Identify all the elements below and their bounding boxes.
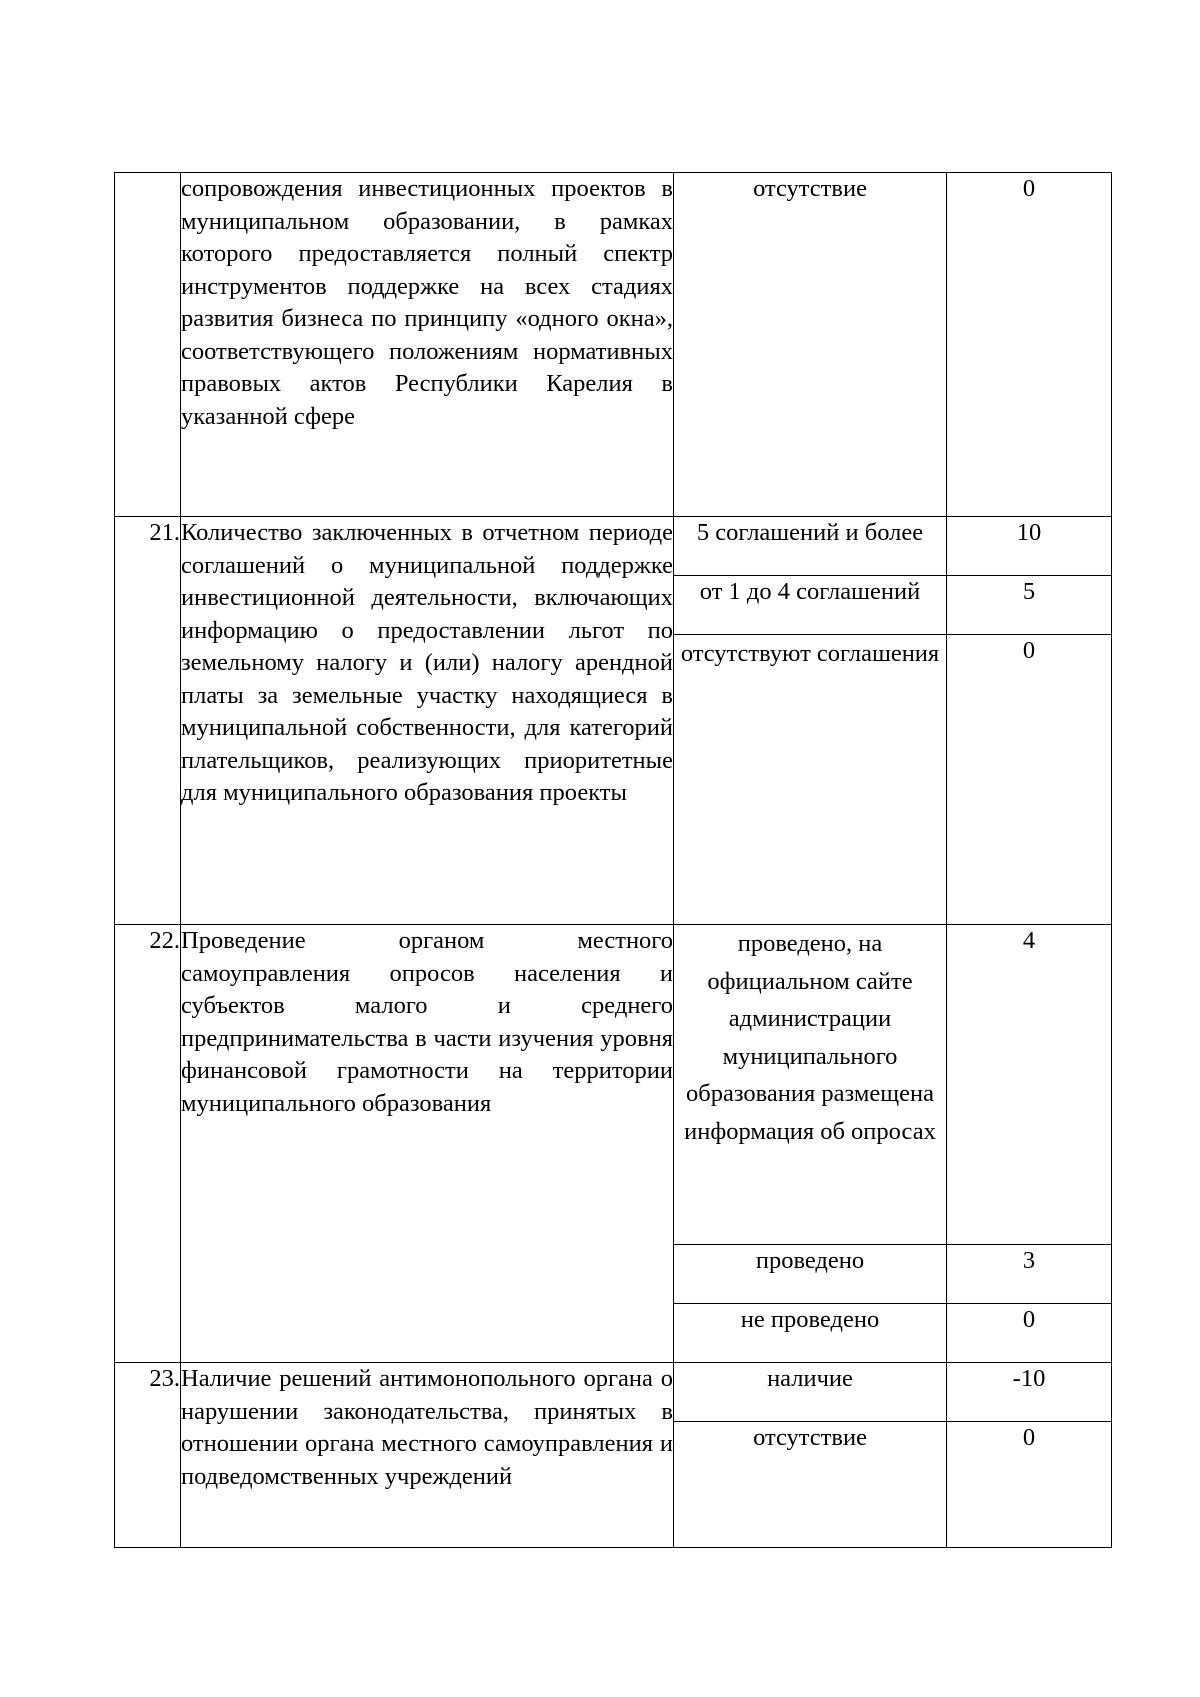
condition-cell: проведено, на официальном сайте администрации муниципального образования размещена информация об опросах <box>674 925 947 1245</box>
table-row <box>115 925 1112 1245</box>
row-number <box>115 173 181 517</box>
criterion-description: Проведение органом местного самоуправления опросов населения и субъектов малого и среднего предпринимательства в части изучения уровня финансовой грамотности на территории муниципального образования <box>181 925 674 1363</box>
criterion-description: Наличие решений антимонопольного органа о нарушении законодательства, принятых в отношении органа местного самоуправления и подведомственных учреждений <box>181 1363 674 1548</box>
criterion-description: Количество заключенных в отчетном периоде соглашений о муниципальной поддержке инвестиционной деятельности, включающих информацию о предоставлении льгот по земельному налогу и (или) налогу арендной платы за земельные участку находящиеся в муниципальной собственности, для категорий плательщиков, реализующих приоритетные для муниципального образования проекты <box>181 517 674 925</box>
row-number: 22. <box>115 925 181 1363</box>
condition-cell: проведено <box>674 1245 947 1304</box>
criteria-table <box>114 172 1112 1548</box>
table-row <box>115 173 1112 517</box>
condition-cell: отсутствие <box>674 1422 947 1548</box>
criterion-description: сопровождения инвестиционных проектов в муниципальном образовании, в рамках которого предоставляется полный спектр инструментов поддержке на всех стадиях развития бизнеса по принципу «одного окна», соответствующего положениям нормативных правовых актов Республики Карелия в указанной сфере <box>181 173 674 517</box>
condition-cell: отсутствуют соглашения <box>674 635 947 925</box>
score-cell: 0 <box>947 635 1112 925</box>
score-cell: 3 <box>947 1245 1112 1304</box>
condition-cell: не проведено <box>674 1304 947 1363</box>
score-cell: -10 <box>947 1363 1112 1422</box>
condition-cell: 5 соглашений и более <box>674 517 947 576</box>
table-row <box>115 517 1112 576</box>
row-number: 21. <box>115 517 181 925</box>
condition-cell: от 1 до 4 соглашений <box>674 576 947 635</box>
row-number: 23. <box>115 1363 181 1548</box>
score-cell: 0 <box>947 173 1112 517</box>
table-row <box>115 1363 1112 1422</box>
score-cell: 4 <box>947 925 1112 1245</box>
score-cell: 5 <box>947 576 1112 635</box>
condition-cell: отсутствие <box>674 173 947 517</box>
condition-cell: наличие <box>674 1363 947 1422</box>
score-cell: 0 <box>947 1422 1112 1548</box>
score-cell: 10 <box>947 517 1112 576</box>
score-cell: 0 <box>947 1304 1112 1363</box>
